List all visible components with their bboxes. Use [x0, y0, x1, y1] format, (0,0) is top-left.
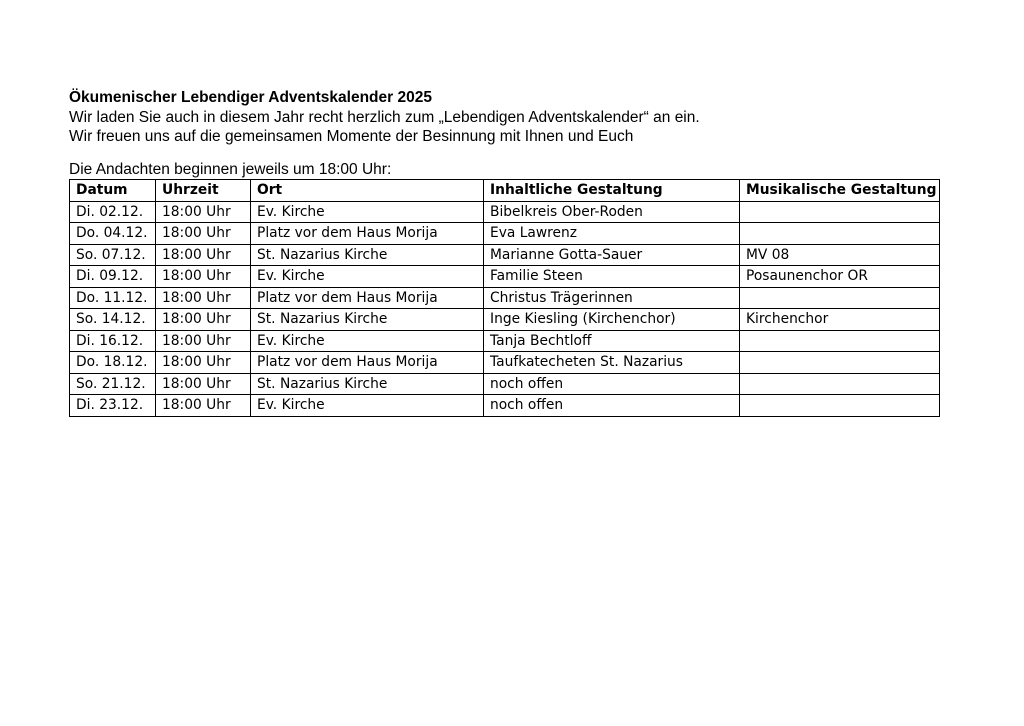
cell-place: St. Nazarius Kirche [251, 373, 484, 395]
intro-block [69, 88, 700, 147]
cell-date: Di. 23.12. [70, 395, 156, 417]
table-row [70, 244, 940, 266]
header-music: Musikalische Gestaltung [740, 180, 940, 202]
cell-time: 18:00 Uhr [156, 309, 251, 331]
table-row [70, 309, 940, 331]
cell-content: Taufkatecheten St. Nazarius [484, 352, 740, 374]
cell-time: 18:00 Uhr [156, 352, 251, 374]
cell-content: Bibelkreis Ober-Roden [484, 201, 740, 223]
cell-content: Christus Trägerinnen [484, 287, 740, 309]
cell-time: 18:00 Uhr [156, 266, 251, 288]
table-row [70, 395, 940, 417]
table-row [70, 287, 940, 309]
schedule-table [69, 179, 940, 417]
cell-content: noch offen [484, 395, 740, 417]
cell-date: Di. 09.12. [70, 266, 156, 288]
cell-content: Marianne Gotta-Sauer [484, 244, 740, 266]
table-row [70, 223, 940, 245]
cell-music [740, 201, 940, 223]
cell-date: Di. 16.12. [70, 330, 156, 352]
cell-content: Eva Lawrenz [484, 223, 740, 245]
cell-content: Tanja Bechtloff [484, 330, 740, 352]
cell-music: Kirchenchor [740, 309, 940, 331]
cell-music [740, 287, 940, 309]
cell-music [740, 373, 940, 395]
cell-place: Ev. Kirche [251, 330, 484, 352]
cell-place: Ev. Kirche [251, 266, 484, 288]
cell-date: Do. 18.12. [70, 352, 156, 374]
cell-place: Ev. Kirche [251, 201, 484, 223]
cell-time: 18:00 Uhr [156, 373, 251, 395]
cell-content: Inge Kiesling (Kirchenchor) [484, 309, 740, 331]
table-header-row [70, 180, 940, 202]
cell-place: Platz vor dem Haus Morija [251, 223, 484, 245]
header-place: Ort [251, 180, 484, 202]
cell-music [740, 395, 940, 417]
cell-place: Platz vor dem Haus Morija [251, 352, 484, 374]
cell-content: Familie Steen [484, 266, 740, 288]
cell-date: So. 14.12. [70, 309, 156, 331]
cell-time: 18:00 Uhr [156, 330, 251, 352]
header-time: Uhrzeit [156, 180, 251, 202]
table-row [70, 352, 940, 374]
cell-time: 18:00 Uhr [156, 287, 251, 309]
cell-time: 18:00 Uhr [156, 395, 251, 417]
table-row [70, 266, 940, 288]
cell-place: St. Nazarius Kirche [251, 244, 484, 266]
cell-content: noch offen [484, 373, 740, 395]
cell-date: Do. 04.12. [70, 223, 156, 245]
cell-music: Posaunenchor OR [740, 266, 940, 288]
cell-music: MV 08 [740, 244, 940, 266]
cell-date: Do. 11.12. [70, 287, 156, 309]
cell-music [740, 352, 940, 374]
cell-music [740, 330, 940, 352]
cell-place: Platz vor dem Haus Morija [251, 287, 484, 309]
cell-time: 18:00 Uhr [156, 244, 251, 266]
document-title: Ökumenischer Lebendiger Adventskalender 2025 [69, 89, 432, 106]
cell-date: So. 21.12. [70, 373, 156, 395]
cell-date: So. 07.12. [70, 244, 156, 266]
header-date: Datum [70, 180, 156, 202]
header-content: Inhaltliche Gestaltung [484, 180, 740, 202]
table-row [70, 373, 940, 395]
start-time-note: Die Andachten beginnen jeweils um 18:00 Uhr: [69, 161, 392, 178]
greeting-line: Wir freuen uns auf die gemeinsamen Momente der Besinnung mit Ihnen und Euch [69, 128, 634, 145]
cell-date: Di. 02.12. [70, 201, 156, 223]
invitation-line: Wir laden Sie auch in diesem Jahr recht herzlich zum „Lebendigen Adventskalender“ an ein. [69, 108, 700, 126]
table-row [70, 330, 940, 352]
cell-music [740, 223, 940, 245]
cell-place: St. Nazarius Kirche [251, 309, 484, 331]
table-row [70, 201, 940, 223]
cell-time: 18:00 Uhr [156, 223, 251, 245]
cell-place: Ev. Kirche [251, 395, 484, 417]
cell-time: 18:00 Uhr [156, 201, 251, 223]
